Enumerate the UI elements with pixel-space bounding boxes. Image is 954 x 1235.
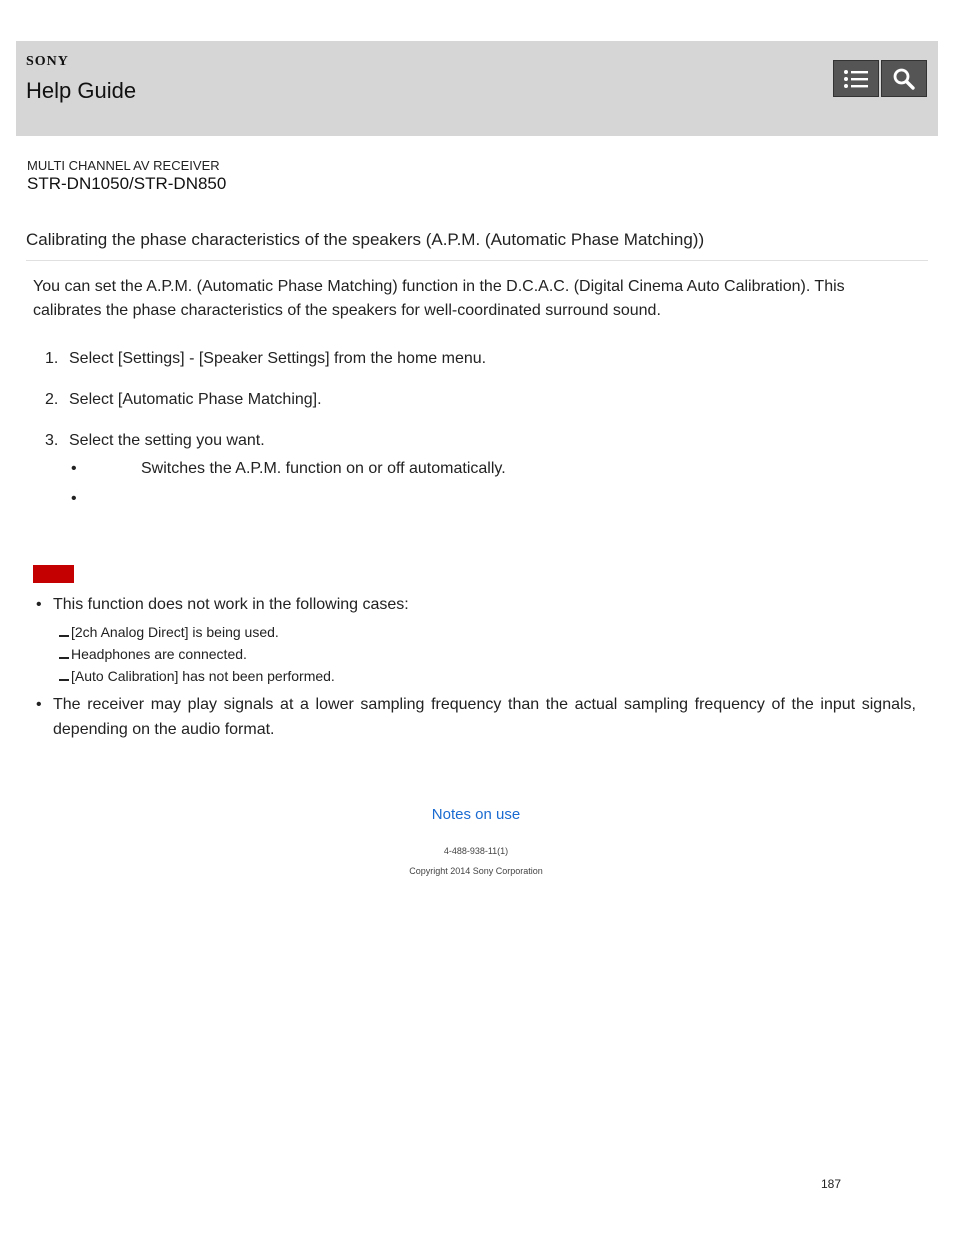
step-number: 1. — [45, 350, 59, 367]
document-number: 4-488-938-11(1) — [443, 846, 509, 856]
option-bullet: • — [71, 490, 77, 507]
dash-marker — [59, 670, 69, 681]
step-number: 2. — [45, 391, 59, 408]
dash-marker — [59, 626, 69, 637]
dash-marker — [59, 648, 69, 659]
note-case — [59, 646, 247, 662]
option-description: Switches the A.P.M. function on or off automatically. — [141, 460, 506, 477]
note-text: This function does not work in the following cases: — [53, 596, 409, 613]
option-bullet: • — [71, 460, 77, 477]
title-divider — [26, 260, 928, 261]
toc-button[interactable] — [833, 60, 879, 97]
step-item — [45, 391, 322, 409]
note-case-text: [Auto Calibration] has not been performed. — [71, 668, 335, 684]
list-icon — [843, 68, 869, 90]
note-case — [59, 624, 279, 640]
search-button[interactable] — [881, 60, 927, 97]
page-number: 187 — [821, 1177, 842, 1191]
step-text: Select the setting you want. — [69, 432, 265, 449]
copyright-text: Copyright 2014 Sony Corporation — [409, 866, 543, 876]
note-bullet: • — [36, 596, 42, 613]
step-text: Select [Settings] - [Speaker Settings] from the home menu. — [69, 350, 487, 367]
notes-on-use-link[interactable]: Notes on use — [431, 806, 521, 823]
option-item — [71, 490, 77, 508]
note-badge — [33, 565, 74, 583]
help-guide-title[interactable]: Help Guide — [26, 78, 137, 103]
step-number: 3. — [45, 432, 59, 449]
product-model: STR-DN1050/STR-DN850 — [27, 174, 227, 193]
note-bullet: • — [36, 696, 42, 713]
note-case-text: [2ch Analog Direct] is being used. — [71, 624, 279, 640]
note-item — [36, 592, 916, 617]
option-item — [71, 460, 506, 478]
search-icon — [892, 67, 916, 91]
page-title: Calibrating the phase characteristics of the speakers (A.P.M. (Automatic Phase Matching)) — [26, 230, 705, 249]
note-case — [59, 668, 335, 684]
step-item — [45, 350, 486, 368]
brand-logo: SONY — [26, 54, 69, 69]
note-case-text: Headphones are connected. — [71, 646, 247, 662]
step-item — [45, 432, 265, 450]
note-item — [36, 692, 916, 742]
header-bar — [16, 41, 938, 136]
product-category: MULTI CHANNEL AV RECEIVER — [27, 158, 220, 173]
note-text: The receiver may play signals at a lower sampling frequency than the actual sampling frequency of the input signals, depending on the audio format. — [53, 696, 916, 738]
intro-paragraph: You can set the A.P.M. (Automatic Phase Matching) function in the D.C.A.C. (Digital Cinema Auto Calibration). This calibrates the phase characteristics of the speakers for well-coordinated surround sound. — [33, 278, 845, 319]
step-text: Select [Automatic Phase Matching]. — [69, 391, 322, 408]
